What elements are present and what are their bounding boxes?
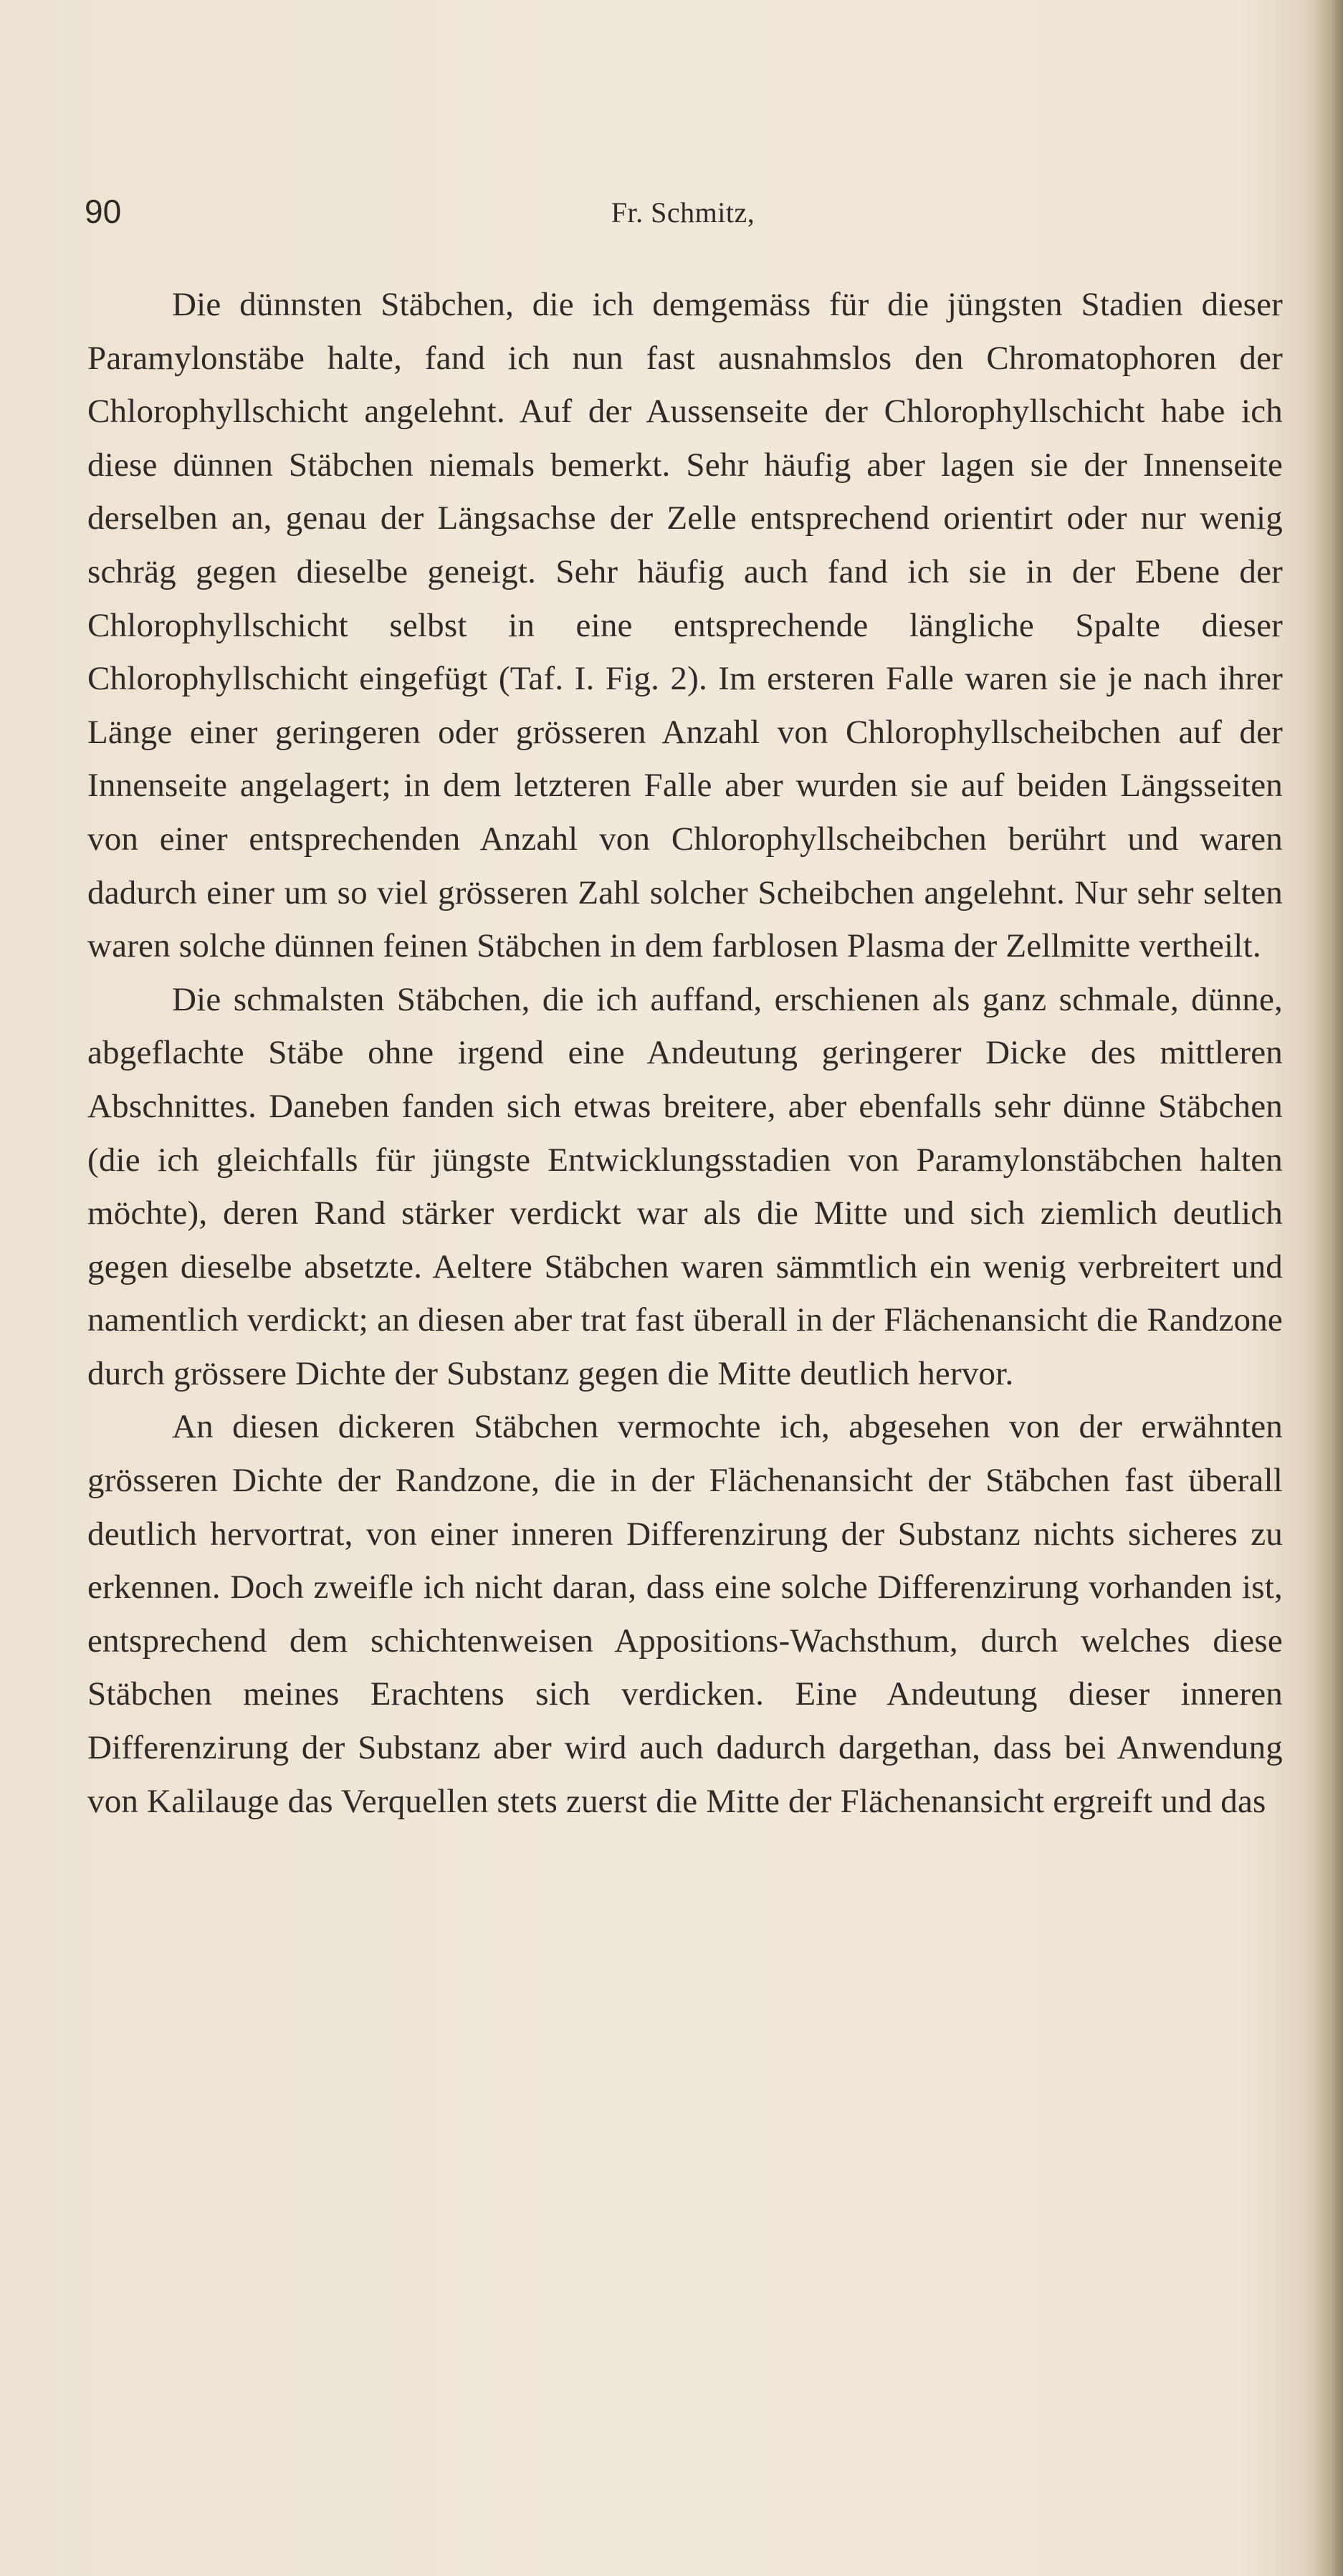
running-head: Fr. Schmitz, [611,196,755,229]
paragraph: Die dünnsten Stäbchen, die ich demgemäss für die jüngsten Stadien dieser Paramylonstäbe halte, fand ich nun fast ausnahmslos den Chromatophoren der Chlorophyllschicht angelehnt. Auf der Aussenseite der Chlorophyllschicht habe ich diese dünnen Stäbchen niemals bemerkt. Sehr häufig aber lagen sie der Innenseite derselben an, genau der Längsachse der Zelle entsprechend orientirt oder nur wenig schräg gegen dieselbe geneigt. Sehr häufig auch fand ich sie in der Ebene der Chlorophyllschicht selbst in eine entsprechende längliche Spalte dieser Chlorophyllschicht eingefügt (Taf. I. Fig. 2). Im ersteren Falle waren sie je nach ihrer Länge einer geringeren oder grösseren Anzahl von Chlorophyllscheibchen auf der Innenseite angelagert; in dem letzteren Falle aber wurden sie auf beiden Längsseiten von einer entsprechenden Anzahl von Chlorophyllscheibchen berührt und waren dadurch einer um so viel grösseren Zahl solcher Scheibchen angelehnt. Nur sehr selten waren solche dünnen feinen Stäbchen in dem farblosen Plasma der Zellmitte vertheilt. [87,286,1283,965]
page-header [85,190,1281,240]
page-number: 90 [85,193,122,230]
body-text [87,278,1283,1828]
paragraph: Die schmalsten Stäbchen, die ich auffand, erschienen als ganz schmale, dünne, abgeflachte Stäbe ohne irgend eine Andeutung geringerer Dicke des mittleren Abschnittes. Daneben fanden sich etwas breitere, aber ebenfalls sehr dünne Stäbchen (die ich gleichfalls für jüngste Entwicklungsstadien von Paramylonstäbchen halten möchte), deren Rand stärker verdickt war als die Mitte und sich ziemlich deutlich gegen dieselbe absetzte. Aeltere Stäbchen waren sämmtlich ein wenig verbreitert und namentlich verdickt; an diesen aber trat fast überall in der Flächenansicht die Randzone durch grössere Dichte der Substanz gegen die Mitte deutlich hervor. [87,980,1283,1392]
paragraph: An diesen dickeren Stäbchen vermochte ich, abgesehen von der erwähnten grösseren Dichte der Randzone, die in der Flächenansicht der Stäbchen fast überall deutlich hervortrat, von einer inneren Differenzirung der Substanz nichts sicheres zu erkennen. Doch zweifle ich nicht daran, dass eine solche Differenzirung vorhanden ist, entsprechend dem schichtenweisen Appositions-Wachsthum, durch welches diese Stäbchen meines Erachtens sich verdicken. Eine Andeutung dieser inneren Differenzirung der Substanz aber wird auch dadurch dargethan, dass bei Anwendung von Kalilauge das Verquellen stets zuerst die Mitte der Flächenansicht ergreift und das [87,1408,1283,1820]
page-edge-shadow [1317,0,1343,2576]
